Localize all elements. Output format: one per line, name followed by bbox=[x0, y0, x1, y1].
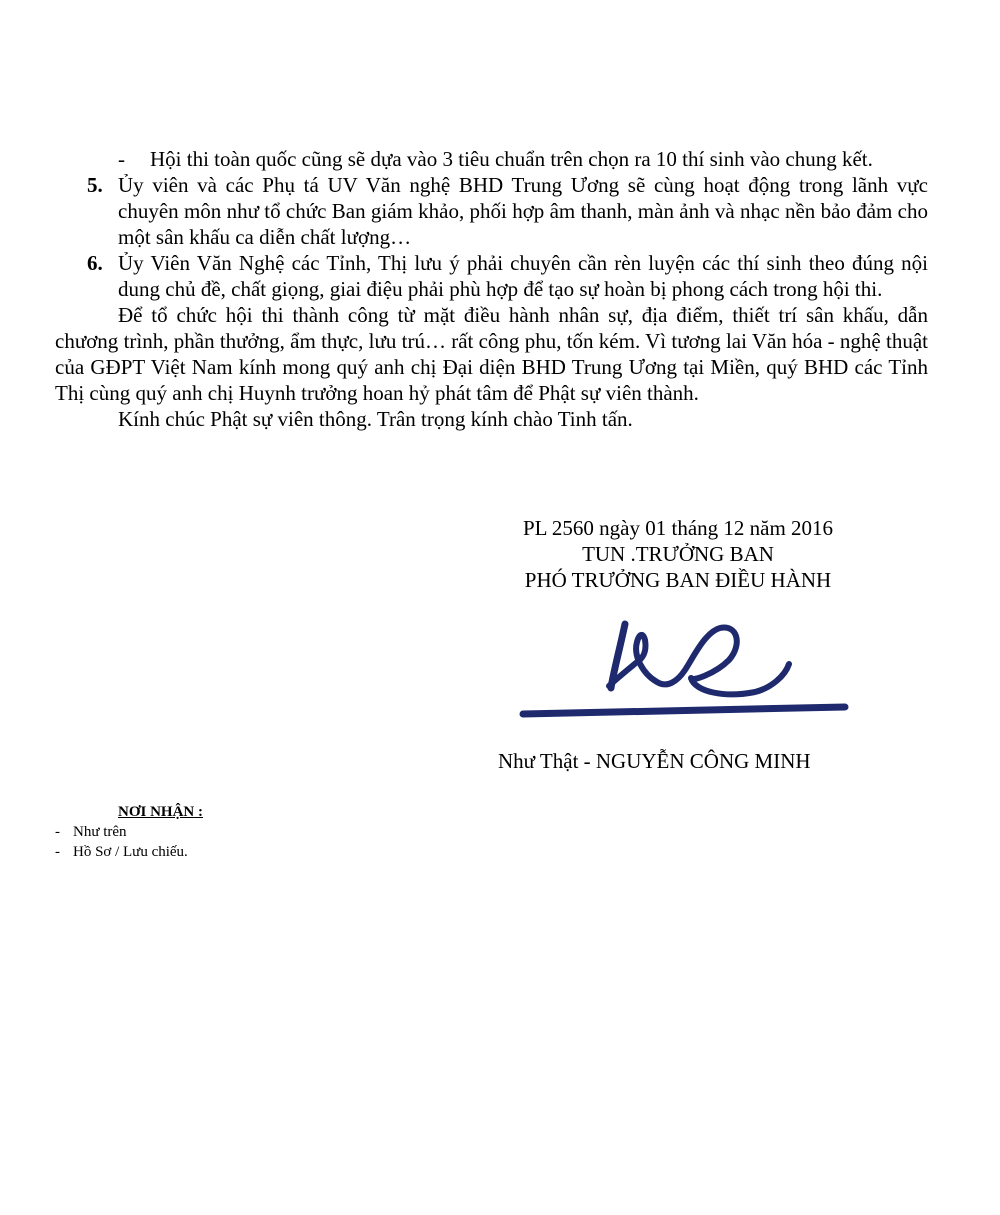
list-item-6 bbox=[55, 250, 928, 302]
signer-title-2: PHÓ TRƯỞNG BAN ĐIỀU HÀNH bbox=[524, 568, 832, 592]
date-line: PL 2560 ngày 01 tháng 12 năm 2016 bbox=[522, 516, 834, 540]
signer-name: Như Thật - NGUYỄN CÔNG MINH bbox=[498, 749, 811, 773]
recipients-heading bbox=[118, 802, 203, 822]
closing-line: Kính chúc Phật sự viên thông. Trân trọng kính chào Tinh tấn. bbox=[118, 407, 633, 431]
recipients-heading-colon: : bbox=[194, 804, 204, 820]
recipient-text: Như trên bbox=[73, 824, 127, 840]
recipient-item bbox=[55, 822, 203, 842]
bullet-item-text: Hội thi toàn quốc cũng sẽ dựa vào 3 tiêu chuẩn trên chọn ra 10 thí sinh vào chung kết. bbox=[150, 147, 873, 171]
recipients-heading-text: NƠI NHẬN bbox=[118, 804, 195, 820]
signer-title-1: TUN .TRƯỞNG BAN bbox=[582, 542, 774, 566]
bullet-dash: - bbox=[118, 147, 125, 171]
body-text bbox=[55, 146, 928, 432]
list-item-5 bbox=[55, 172, 928, 250]
list-number-5: 5. bbox=[87, 173, 103, 197]
list-number-6: 6. bbox=[87, 251, 103, 275]
recipient-item bbox=[55, 842, 203, 862]
recipient-text: Hồ Sơ / Lưu chiếu. bbox=[73, 844, 188, 860]
main-paragraph: Để tổ chức hội thi thành công từ mặt điều hành nhân sự, địa điểm, thiết trí sân khấu, dẫn chương trình, phần thưởng, ẩm thực, lưu trú… rất công phu, tốn kém. Vì tương lai Văn hóa - nghệ thuật của GĐPT Việt Nam kính mong quý anh chị Đại diện BHD Trung Ương tại Miền, quý BHD các Tỉnh Thị cùng quý anh chị Huynh trưởng hoan hỷ phát tâm để Phật sự viên thành. bbox=[55, 303, 928, 405]
list-item-6-text: Ủy Viên Văn Nghệ các Tỉnh, Thị lưu ý phải chuyên cần rèn luyện các thí sinh theo đúng nội dung chủ đề, chất giọng, giai điệu phải phù hợp để tạo sự hoàn bị phong cách trong hội thi. bbox=[118, 251, 928, 301]
recipient-dash: - bbox=[55, 824, 60, 840]
handwritten-signature bbox=[515, 612, 855, 727]
list-item-5-text: Ủy viên và các Phụ tá UV Văn nghệ BHD Trung Ương sẽ cùng hoạt động trong lãnh vực chuyên môn như tổ chức Ban giám khảo, phối hợp âm thanh, màn ảnh và nhạc nền bảo đảm cho một sân khấu ca diễn chất lượng… bbox=[118, 173, 928, 249]
recipient-dash: - bbox=[55, 844, 60, 860]
bullet-item bbox=[55, 146, 928, 172]
recipients-section bbox=[55, 802, 203, 862]
signature-block bbox=[478, 515, 878, 593]
